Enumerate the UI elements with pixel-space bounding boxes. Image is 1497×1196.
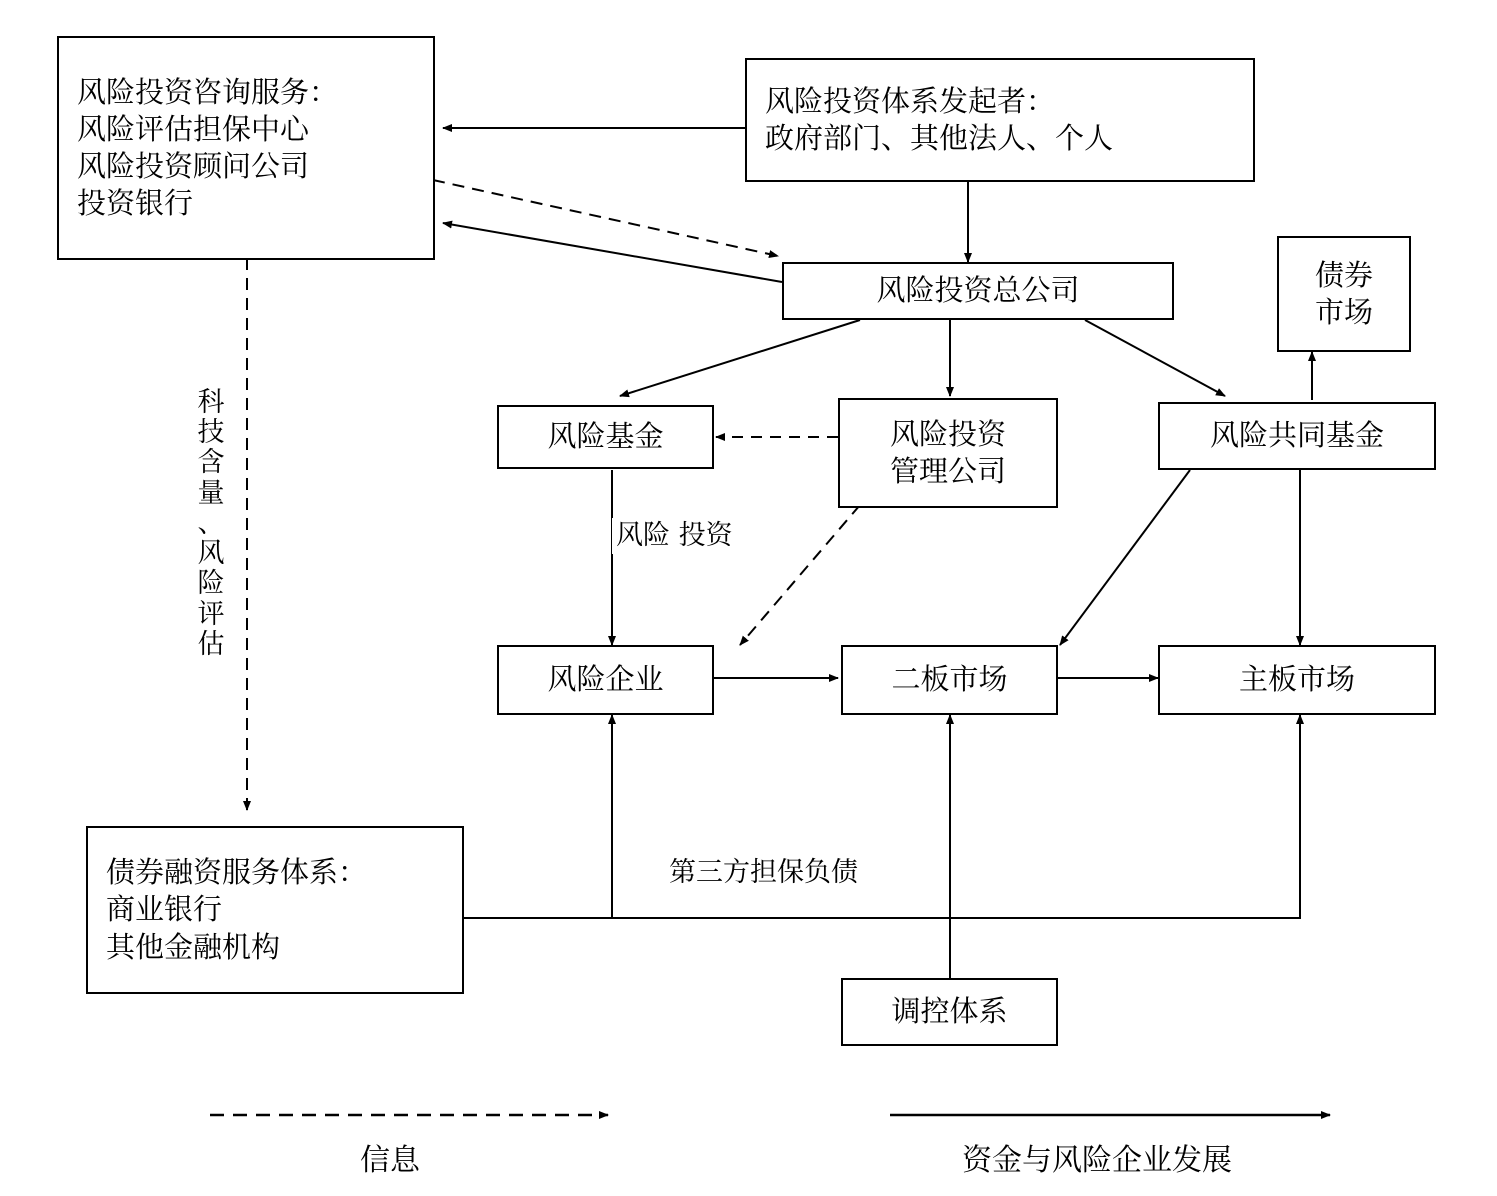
node-line: 管理公司: [889, 454, 1006, 488]
node-risk-fund[interactable]: [497, 405, 714, 469]
node-vc-head-company[interactable]: [782, 262, 1174, 320]
legend-capital-label: [962, 1135, 1232, 1179]
node-vc-system-initiator[interactable]: [745, 58, 1255, 182]
node-line: 债券: [1314, 257, 1373, 292]
node-line: 风险投资体系发起者：: [765, 83, 1056, 118]
node-line: 债券融资服务体系：: [106, 855, 368, 890]
node-regulation-system[interactable]: [841, 978, 1058, 1046]
node-line: 调控体系: [891, 994, 1008, 1029]
node-consulting-services[interactable]: [57, 36, 435, 260]
legend-text: 信息: [360, 1143, 420, 1178]
node-line: 风险投资总公司: [876, 273, 1080, 308]
edge-label-line: 第三方担保负债: [669, 857, 858, 888]
node-line: 风险基金: [547, 419, 664, 454]
node-line: 风险企业: [547, 662, 664, 697]
node-risk-mutual-fund[interactable]: [1158, 402, 1436, 470]
node-line: 其他金融机构: [106, 929, 281, 964]
node-line: 二板市场: [891, 662, 1008, 697]
node-line: 主板市场: [1238, 662, 1355, 697]
edge-label-line: 风险: [616, 520, 670, 551]
node-line: 风险投资: [889, 416, 1006, 451]
node-bond-market[interactable]: [1277, 236, 1411, 352]
node-line: 商业银行: [106, 892, 223, 927]
edge-label-third-party-guarantee: [663, 855, 864, 891]
node-second-board-market[interactable]: [841, 645, 1058, 715]
node-main-board-market[interactable]: [1158, 645, 1436, 715]
node-vc-management-company[interactable]: [838, 398, 1058, 508]
legend-information-label: [360, 1135, 420, 1179]
node-line: 风险评估担保中心: [77, 111, 310, 146]
legend-text: 资金与风险企业发展: [962, 1143, 1232, 1178]
edge-label-risk-investment: [612, 518, 737, 554]
node-line: 政府部门、其他法人、个人: [765, 121, 1114, 155]
node-line: 风险投资顾问公司: [77, 149, 310, 183]
node-line: 风险共同基金: [1209, 418, 1384, 453]
node-venture-enterprise[interactable]: [497, 645, 714, 715]
node-bond-financing-system[interactable]: [86, 826, 464, 994]
node-line: 市场: [1314, 295, 1373, 329]
edge-label-tech-risk-assessment: 科 技 含 量 、 风 险 评 估: [188, 388, 234, 660]
edge-label-line: 投资: [678, 520, 733, 551]
node-line: 风险投资咨询服务：: [77, 74, 339, 109]
node-line: 投资银行: [77, 186, 194, 221]
